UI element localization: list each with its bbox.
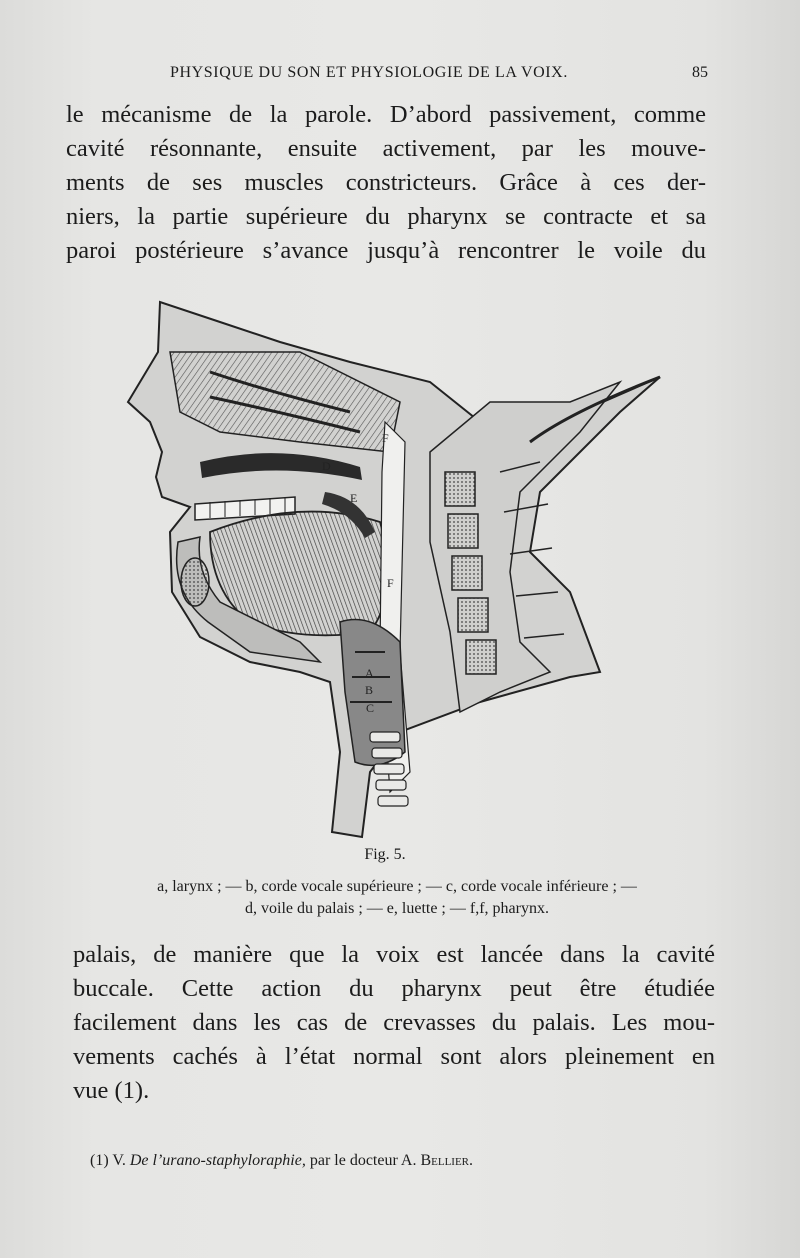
figure-label: Fig. 5. [364, 846, 406, 863]
footnote [90, 1152, 710, 1170]
text-line: paroi postérieure s’avance jusqu’à rencontrer le voile du [66, 237, 706, 264]
figure-letter: F [382, 431, 389, 445]
head-section-illustration [100, 292, 680, 840]
text-line: vue (1). [73, 1077, 150, 1104]
text-line: buccale. Cette action du pharynx peut être étudiée [73, 975, 715, 1002]
figure-letter: C [366, 701, 375, 715]
caption-line: d, voile du palais ; — e, luette ; — f,f, pharynx. [245, 900, 549, 917]
text-line: cavité résonnante, ensuite activement, par les mouve- [66, 135, 706, 162]
figure-letter: F [387, 576, 394, 590]
footnote-text: par le docteur A. [309, 1152, 417, 1169]
figure-letter: E [350, 491, 358, 505]
running-title: PHYSIQUE DU SON ET PHYSIOLOGIE DE LA VOIX. [170, 64, 568, 81]
caption-line: a, larynx ; — b, corde vocale supérieure ; — c, corde vocale inférieure ; — [157, 878, 637, 895]
text-line: ments de ses muscles constricteurs. Grâce à ces der- [66, 169, 706, 196]
page-number: 85 [692, 64, 708, 81]
anatomical-figure [100, 292, 680, 840]
text-line: facilement dans les cas de crevasses du palais. Les mou- [73, 1009, 715, 1036]
figure-letter: B [365, 683, 374, 697]
figure-letter: A [365, 666, 374, 680]
text-line: le mécanisme de la parole. D’abord passivement, comme [66, 101, 706, 128]
footnote-marker: (1) V. [90, 1152, 126, 1169]
text-line: niers, la partie supérieure du pharynx se contracte et sa [66, 203, 706, 230]
footnote-author: Bellier. [420, 1152, 474, 1169]
text-line: vements cachés à l’état normal sont alors pleinement en [73, 1043, 715, 1070]
text-line: palais, de manière que la voix est lancée dans la cavité [73, 941, 715, 968]
figure-caption [82, 876, 712, 920]
paragraph-bottom [73, 938, 715, 1108]
figure-letter: D [322, 459, 331, 473]
footnote-title: De l’urano-staphyloraphie, [129, 1152, 306, 1169]
paragraph-top [66, 98, 706, 268]
running-head [70, 62, 710, 86]
